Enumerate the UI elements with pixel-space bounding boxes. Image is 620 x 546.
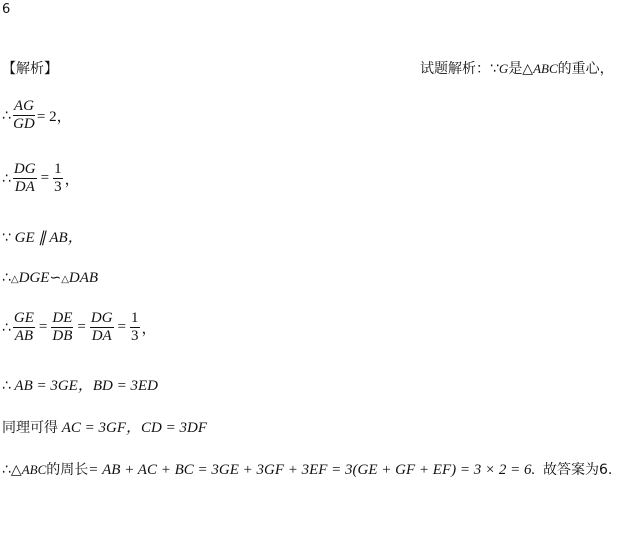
equals-sign: = bbox=[40, 170, 50, 186]
fraction-denominator: DB bbox=[52, 328, 73, 344]
equals-sign: = bbox=[77, 319, 86, 335]
fraction-denominator: 3 bbox=[54, 179, 62, 195]
perimeter-expression: = AB + AC + BC = 3GE + 3GF + 3EF = 3(GE + GF + EF) = 3 × 2 = 6. bbox=[88, 462, 536, 478]
fraction-one-third bbox=[130, 311, 140, 344]
intro-var: G bbox=[498, 61, 509, 76]
parallel-expression: GE ∥ AB， bbox=[14, 230, 83, 246]
fraction-numerator: GE bbox=[13, 310, 34, 326]
because-symbol: ∵ bbox=[2, 230, 11, 246]
therefore-symbol: ∴ bbox=[2, 319, 11, 336]
answer-prefix: 故答案为 bbox=[542, 462, 599, 478]
intro-suffix: 的重心， bbox=[557, 61, 614, 77]
intro-mid: 是△ bbox=[508, 61, 534, 77]
step-similarly bbox=[2, 416, 207, 437]
perimeter-label: 的周长 bbox=[46, 462, 89, 478]
step-ratio-chain bbox=[2, 311, 157, 344]
fraction-numerator: DG bbox=[13, 161, 36, 177]
step-similarity bbox=[2, 270, 98, 287]
fraction-denominator: GD bbox=[13, 116, 35, 132]
fraction-one-third bbox=[53, 162, 63, 195]
step-side-relations bbox=[2, 374, 158, 395]
fraction-ag-gd bbox=[13, 99, 35, 132]
step-parallel bbox=[2, 226, 83, 247]
fraction-numerator: 1 bbox=[131, 310, 139, 326]
equals-sign: = bbox=[38, 319, 48, 335]
fraction-numerator: DE bbox=[52, 310, 73, 326]
similar-symbol: ∽ bbox=[49, 270, 62, 286]
triangle-dge: DGE bbox=[18, 270, 50, 286]
fraction-denominator: DA bbox=[91, 328, 112, 344]
analysis-intro bbox=[420, 58, 614, 78]
fraction-denominator: DA bbox=[14, 179, 35, 195]
fraction-de-db bbox=[51, 311, 73, 344]
fraction-dg-da bbox=[13, 162, 37, 195]
therefore-symbol: ∴ bbox=[2, 107, 11, 124]
step-ratio-ag-gd bbox=[2, 99, 72, 132]
fraction-dg-da bbox=[90, 311, 114, 344]
triangle-dab: DAB bbox=[68, 270, 99, 286]
perimeter-prefix: ∴△ bbox=[2, 462, 22, 478]
step-perimeter bbox=[2, 459, 612, 479]
comma: ， bbox=[141, 321, 157, 337]
step-ratio-dg-da bbox=[2, 162, 80, 195]
fraction-denominator: 3 bbox=[131, 328, 139, 344]
fraction-numerator: 1 bbox=[54, 161, 62, 177]
equals-sign: = bbox=[117, 319, 126, 335]
perimeter-triangle: ABC bbox=[21, 462, 47, 477]
fraction-ge-ab bbox=[13, 311, 35, 344]
fraction-denominator: AB bbox=[14, 328, 34, 344]
analysis-label: 【解析】 bbox=[2, 61, 58, 77]
comma: ， bbox=[64, 172, 80, 188]
equation-rhs: = 2， bbox=[36, 109, 72, 125]
question-number: 6 bbox=[2, 2, 11, 17]
similarly-expression: AC = 3GF，CD = 3DF bbox=[61, 420, 207, 436]
answer-value: 6. bbox=[598, 462, 613, 478]
intro-tri: ABC bbox=[533, 61, 558, 76]
triangle-icon: △ bbox=[10, 274, 19, 285]
therefore-symbol: ∴ bbox=[2, 170, 11, 187]
side-relations-expression: AB = 3GE，BD = 3ED bbox=[14, 378, 158, 394]
therefore-symbol: ∴ bbox=[2, 270, 11, 286]
intro-prefix: 试题解析：∵ bbox=[420, 61, 499, 77]
therefore-symbol: ∴ bbox=[2, 378, 11, 394]
fraction-numerator: AG bbox=[13, 98, 34, 114]
similarly-text: 同理可得 bbox=[2, 420, 58, 436]
fraction-numerator: DG bbox=[90, 310, 113, 326]
triangle-icon: △ bbox=[61, 274, 69, 285]
